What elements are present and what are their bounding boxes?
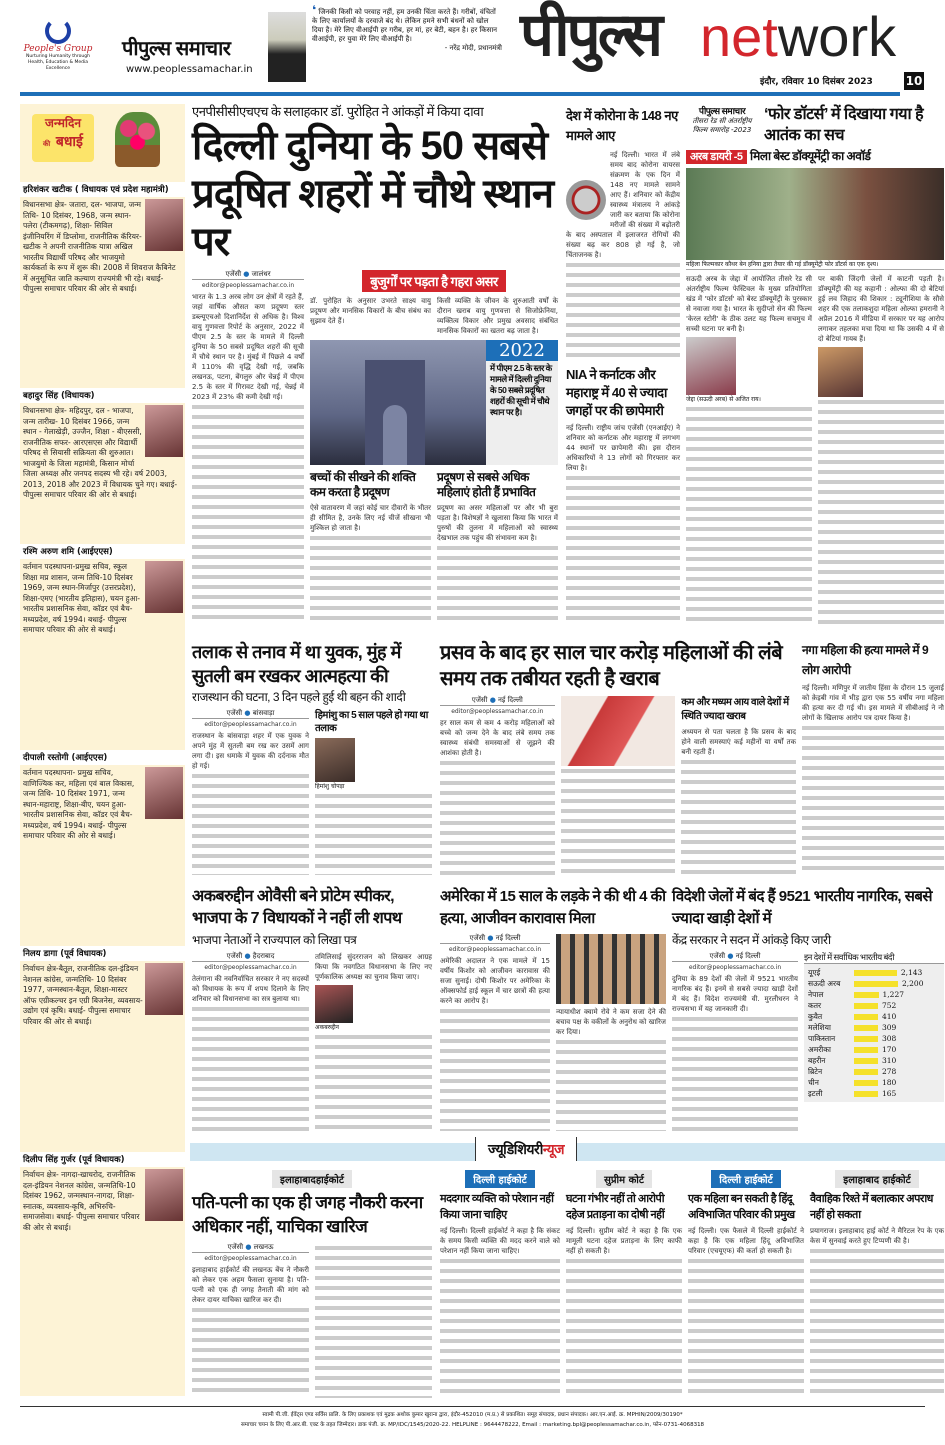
birthday-entry: दीपाली रस्तोगी (आईएएस) वर्तमान पदस्थापना- प्रमुख सचिव, वाणिज्यिक कर, महिला एवं बाल विकास, जन्म तिथि- 10 दिसंबर 1971, जन्म स्थान-महाराष्ट्र, शिक्षा-बीए, चयन हुआ-भारतीय प्रशासनिक सेवा, कॉडर एवं बैच- मध्यप्रदेश, वर्ष 1994। बधाई- पीपुल्स समाचार परिवार की ओर से बधाई।: [20, 750, 185, 940]
himanshu-photo: [315, 738, 355, 782]
bar: [854, 992, 879, 998]
judiciary-story: इलाहाबाद हाईकोर्ट वैवाहिक रिश्ते में बलात्कार अपराध नहीं हो सकता प्रयागराज। इलाहाबाद हाई कोर्ट ने मैरिटल रेप के एक केस में सुनवाई करते हुए टिप्पणी की है।: [810, 1168, 944, 1398]
chart-row: [808, 1033, 940, 1044]
bar: [854, 1069, 878, 1075]
value-label: 1,227: [882, 990, 905, 999]
virus-icon: [566, 180, 606, 220]
lead-body-col2: डॉ. पुरोहित के अनुसार उभरते साक्ष्य वायु प्रदूषण और मानसिक विकारों के बीच संबंध का सुझाव देते हैं।: [310, 297, 431, 325]
film-subhead-row: अरब डायरी -5 मिला बेस्ट डॉक्यूमेंट्री का अवॉर्ड: [686, 149, 944, 165]
chart-row: [808, 1022, 940, 1033]
lead-stat-box: 2022 में पीएम 2.5 के स्तर के मामले में दिल्ली दुनिया के 50 सबसे प्रदूषित शहरों की सूची में चौथे स्थान पर है।: [486, 340, 558, 465]
person-photo: [145, 1169, 183, 1221]
chart-row: [808, 1011, 940, 1022]
flower-basket-icon: [115, 112, 160, 167]
america-story: अमेरिका में 15 साल के लड़के ने की थी 4 की हत्या, आजीवन कारावास मिला एजेंसी ● नई दिल्ली editor@peoplessamachar.co.in अमेरिकी अदालत ने एक मामले में 15 वर्षीय किशोर को आजीवन कारावास की सजा सुनाई। दोषी किशोर पर अमेरिका के ऑक्सफोर्ड हाई स्कूल में चार छात्रों की हत्या करने का आरोप है। न्यायाधीश क्वामे रोवे ने कम सजा देने की बचाव पक्ष के वकीलों के अनुरोध को खारिज कर दिया।: [440, 886, 666, 1131]
chart-row: [808, 989, 940, 1000]
birthday-entry: दिलीप सिंह गुर्जर (पूर्व विधायक) निर्वाचन क्षेत्र- नागदा-खाचरोद, राजनीतिक दल-इंडियन नेशनल कांग्रेस, जन्मतिथि-10 दिसंबर 1962, जन्मस्थान-नागदा, शिक्षा-स्नातक, व्यवसाय-कृषि, अभिरुचि- समाजसेवा। बधाई- पीपुल्स समाचार परिवार की ओर से बधाई।: [20, 1152, 185, 1236]
jail-bars-photo: [556, 934, 666, 1004]
category-label: चीन: [808, 1077, 819, 1087]
ajit-rai-photo: [686, 337, 736, 395]
naga-story: नगा महिला की हत्या मामले में 9 लोग आरोपी नई दिल्ली। मणिपुर में जातीय हिंसा के दौरान 15 जुलाई को के़इबी गांव में भीड़ द्वारा एक 55 वर्षीय नगा महिला की हत्या कर दी गई थी। इस मामले में सीबीआई ने नौ लोगों के खिलाफ आरोप पत्र दायर किया है।: [802, 640, 944, 875]
owaisi-photo: [315, 985, 353, 1023]
category-label: कुवैत: [808, 1011, 823, 1021]
chart-row: [808, 1088, 940, 1099]
network-title-latin: network: [700, 5, 897, 68]
chart-row: [808, 1000, 940, 1011]
category-label: सऊदी अरब: [808, 978, 841, 988]
value-label: 165: [882, 1089, 897, 1098]
value-label: 309: [882, 1023, 897, 1032]
lead-body-col3: किसी व्यक्ति के जीवन के शुरुआती वर्षों के दौरान खराब वायु गुणवत्ता से सिजोफ्रेनिया, व्यक्तित्व विकार और प्रमुख अवसाद संबंधित मानसिक विकारों का खतरा बढ़ जाता है।: [437, 297, 558, 335]
birthday-sidebar: [20, 104, 185, 1396]
chart-row: [808, 1055, 940, 1066]
birthday-entry: हरिशंकर खटीक ( विधायक एवं प्रदेश महामंत्री) विधानसभा क्षेत्र- जतारा, दल- भाजपा, जन्म तिथि- 10 दिसंबर, 1968, जन्म स्थान- पलेरा (टीकमगढ़), शिक्षा- सिविल इंजीनियरिंग में डिप्लोमा, राजनीतिक कॅरियर- खटीक ने अपनी राजनीतिक यात्रा अखिल भारतीय विद्यार्थी परिषद और भाजयुमो कार्यकर्ता के रूप में शुरू की। 2008 में शिवराज कैबिनेट में अनुसूचित जाति कल्याण राज्यमंत्री भी रहे। बधाई- पीपुल्स समाचार परिवार की ओर से बधाई।: [20, 182, 185, 382]
india-gate-photo: [310, 340, 486, 465]
bar: [854, 1036, 878, 1042]
person-photo: [145, 405, 183, 457]
category-label: नेपाल: [808, 989, 824, 999]
film-story: [686, 104, 944, 624]
category-label: यूएई: [808, 967, 821, 977]
bar: [854, 1003, 878, 1009]
series-label: अरब डायरी -5: [686, 150, 747, 164]
birthday-banner: जन्मदिन की बधाई: [20, 104, 185, 176]
category-label: पाकिस्तान: [808, 1033, 836, 1043]
person-photo: [145, 561, 183, 613]
bar: [854, 1014, 878, 1020]
category-label: अमरीका: [808, 1044, 831, 1054]
sub-story-women: प्रदूषण से सबसे अधिक महिलाएं होती हैं प्रभावित प्रदूषण का असर महिलाओं पर और भी बुरा पड़ता है। विशेषज्ञों ने खुलासा किया कि भारत में पुरुषों की तुलना में महिलाओं को स्वास्थ्य देखभाल तक पहुंच की संभावना कम है।: [437, 470, 558, 624]
birthday-entry: रश्मि अरुण शमि (आईएएस) वर्तमान पदस्थापना-प्रमुख सचिव, स्कूल शिक्षा मप्र शासन, जन्म तिथि-10 दिसंबर 1969, जन्म स्थान-मिर्जापुर (उत्तरप्रदेश), शिक्षा-एमए (भारतीय इतिहास), चयन हुआ-भारतीय प्रशासनिक सेवा, कॉडर एवं बैच-मध्यप्रदेश, वर्ष 1994। बधाई- पीपुल्स समाचार परिवार की ओर से बधाई।: [20, 544, 185, 744]
pregnant-woman-photo: [561, 696, 676, 766]
value-label: 2,143: [900, 968, 923, 977]
lead-kicker: एनपीसीसीएचएच के सलाहकार डॉ. पुरोहित ने आंकड़ों में किया दावा: [192, 104, 484, 119]
category-label: ब्रिटेन: [808, 1066, 823, 1076]
bar: [854, 1025, 878, 1031]
prisoners-chart: [804, 952, 944, 1131]
film-caption: महिला फिल्मकार कौथर बेन हनिया द्वारा तैयार की गई डॉक्यूमेंट्री फोर डॉटर्स का एक दृश्य।: [686, 260, 944, 270]
pm-quote: ❛ जिनकी किसी को परवाह नहीं, हम उनकी चिंता करते हैं। गरीबों, वंचितों के लिए कार्यालयों के दरवाजे बंद थे। लेकिन हमने सभी बंधनों को खोल दिया है। मेरे लिए वीआईपी हर गरीब, हर मां, हर बेटी, बहन है। हर किसान वीआईपी, हर युवा मेरे लिए वीआईपी है। - नरेंद्र मोदी, प्रधानमंत्री: [312, 3, 502, 52]
lead-headline: दिल्ली दुनिया के 50 सबसे प्रदूषित शहरों में चौथे स्थान पर: [192, 124, 554, 264]
bar: [854, 1091, 878, 1097]
chart-row: [808, 1066, 940, 1077]
chart-row: [808, 1077, 940, 1088]
lead-byline: एजेंसी ● जालंधर: [225, 270, 271, 278]
value-label: 278: [882, 1067, 897, 1076]
value-label: 410: [882, 1012, 897, 1021]
prasav-story: प्रसव के बाद हर साल चार करोड़ महिलाओं की लंबे समय तक तबीयत रहती है खराब एजेंसी ● नई दिल्ली editor@peoplessamachar.co.in हर साल कम से कम 4 करोड़ महिलाओं को बच्चे को जन्म देने के बाद लंबे समय तक स्वास्थ्य संबंधी समस्याओं से जूझने की आशंका होती है। कम और मध्यम आय वाले देशों में स्थिति ज्यादा खराब अध्ययन से पता चलता है कि प्रसव के बाद होने वाली समस्याएं कई महीनों या वर्षों तक बनी रहती हैं।: [440, 640, 796, 875]
category-label: इटली: [808, 1088, 823, 1098]
judiciary-band: ज्यूडिशियरीन्यूज: [190, 1143, 945, 1161]
judiciary-story: दिल्ली हाईकोर्ट मददगार व्यक्ति को परेशान नहीं किया जाना चाहिए नई दिल्ली। दिल्ली हाईकोर्ट ने कहा है कि संकट के समय किसी व्यक्ति की मदद करने वाले को परेशान नहीं किया जाना चाहिए।: [440, 1168, 560, 1398]
judiciary-story: इलाहाबादहाईकोर्ट पति-पत्नी का एक ही जगह नौकरी करना अधिकार नहीं, याचिका खारिज एजेंसी ● लखनऊ editor@peoplessamachar.co.in इलाहाबाद हाईकोर्ट की लखनऊ बेंच ने नौकरी को लेकर एक अहम फैसला सुनाया है। पति-पत्नी को एक ही जगह तैनाती की मांग को लेकर दायर याचिका खारिज कर दी।: [192, 1168, 432, 1398]
category-label: मलेशिया: [808, 1022, 831, 1032]
chart-row: [808, 978, 940, 989]
chart-body: [804, 964, 944, 1102]
bar: [854, 1080, 878, 1086]
modi-photo: [268, 12, 306, 82]
quote-mark-icon: ❛: [312, 3, 317, 17]
bar: [854, 1047, 878, 1053]
person-photo: [145, 963, 183, 1015]
owaisi-story: अकबरुद्दीन ओवैसी बने प्रोटेम स्पीकर, भाजपा के 7 विधायकों ने नहीं ली शपथ भाजपा नेताओं ने राज्यपाल को लिखा पत्र एजेंसी ● हैदराबाद editor@peoplessamachar.co.in तेलंगाना की नवनिर्वाचित सरकार ने नए सदस्यों को विधायक के रूप में शपथ दिलाने के लिए शनिवार को विधानसभा का सत्र बुलाया था। तमिलिसाई सुंदरराजन को लिखकर आग्रह किया कि नवगठित विधानसभा के लिए नए पूर्णकालिक अध्यक्ष का चुनाव किया जाए। अकबरुद्दीन: [192, 886, 432, 1131]
value-label: 170: [882, 1045, 897, 1054]
category-label: कतर: [808, 1000, 822, 1010]
value-label: 310: [882, 1056, 897, 1065]
talak-story: तलाक से तनाव में था युवक, मुंह में सुतली बम रखकर आत्महत्या की राजस्थान की घटना, 3 दिन पहले हुई थी बहन की शादी एजेंसी ● बांसवाड़ा editor@peoplessamachar.co.in राजस्थान के बांसवाड़ा शहर में एक युवक ने अपने मुंह में सुतली बम रख कर उसमें आग लगा दी। इस धमाके में युवक की दर्दनाक मौत हो गई। हिमांशु का 5 साल पहले हो गया था तलाक हिमांशु चोपड़ा: [192, 640, 432, 875]
chart-row: [808, 1044, 940, 1055]
lead-subhead: बुजुर्गों पर पड़ता है गहरा असर: [362, 270, 505, 292]
bar: [854, 981, 898, 987]
film-body-col1: सऊदी अरब के जेद्दा में आयोजित तीसरे रेड सी अंतर्राष्ट्रीय फिल्म फेस्टिवल के मुख्य प्रतियोगिता खंड में 'फोर डॉटर्स' को बेस्ट डॉक्यूमेंट्री के पुरस्कार से नवाजा गया है। भारत के सुदीप्तो सेन की फिल्म 'केरल स्टोरी' के ठीक उलट यह फिल्म सचमुच में सच्ची घटना पर बनी है। जेद्दा (सऊदी अरब) से अजित राय।: [686, 274, 812, 624]
value-label: 2,200: [902, 979, 924, 988]
lead-story: [192, 104, 558, 624]
person-photo: [145, 199, 183, 251]
website-link[interactable]: www.peoplessamachar.in: [126, 64, 253, 75]
page-number: 10: [905, 74, 923, 88]
network-title-hindi: पीपुल्स: [520, 1, 661, 68]
videshi-story: विदेशी जेलों में बंद हैं 9521 भारतीय नागरिक, सबसे ज्यादा खाड़ी देशों में केंद्र सरकार ने सदन में आंकड़े किए जारी एजेंसी ● नई दिल्ली editor@peoplessamachar.co.in दुनिया के 89 देशों की जेलों में 9521 भारतीय नागरिक बंद हैं। इनमें से सबसे ज्यादा खाड़ी देशों में बंद हैं। विदेश राज्यमंत्री वी. मुरलीधरन ने राज्यसभा में यह जानकारी दी। इन देशों में सर्वाधिक भारतीय बंदी यूएई 2,143 सऊदी अरब 2,200 नेपाल 1,227 कतर 752 कुवैत 410 मलेशिया 309 पाकिस्तान 308 अमरीका 170 बहरीन 310 ब्रिटेन 278 चीन 180 इटली 165: [672, 886, 944, 1131]
film-brand: पीपुल्स समाचार तीसरा रेड सी अंतर्राष्ट्रीय फिल्म समारोह -2023: [692, 106, 752, 134]
lead-body-col1: एजेंसी ● जालंधर editor@peoplessamachar.co.in भारत के 1.3 अरब लोग उन क्षेत्रों में रहते हैं, जहां वार्षिक औसत कण प्रदूषण स्तर डब्ल्यूएचओ दिशानिर्देश से अधिक है। विश्व वायु गुणवत्ता रिपोर्ट के अनुसार, 2022 में पीएम 2.5 के स्तर के मामले में दिल्ली दुनिया के 50 सबसे प्रदूषित शहरों की सूची में चौथे स्थान पर है। मुंबई में पिछले 4 वर्षों में 110% की वृद्धि देखी गई, जबकि लखनऊ, पटना, बेंगलुरु और चेन्नई में पीएम 2.5 के स्तर में गिरावट देखी गई, चेन्नई में 2023 में 23% की कमी देखी गई।: [192, 270, 304, 624]
corona-story: देश में कोरोना के 148 नए मामले आए नई दिल्ली। भारत में लंबे समय बाद कोरोना वायरस संक्रमण के एक दिन में 148 नए मामले सामने आए हैं। शनिवार को केंद्रीय स्वास्थ्य मंत्रालय ने आंकड़े जारी कर बताया कि कोरोना मरीजों की संख्या में बढ़ोतरी के बाद अस्पताल में इलाजरत रोगियों की संख्या बढ़ कर 808 हो गई है, जो चिंताजनक है।: [566, 106, 680, 358]
person-photo: [145, 767, 183, 819]
chart-title: इन देशों में सर्वाधिक भारतीय बंदी: [804, 952, 944, 964]
paper-logo: पीपुल्स समाचार: [122, 38, 231, 60]
dateline: इंदौर, रविवार 10 दिसंबर 2023: [760, 77, 873, 87]
film-headline: ‘फोर डॉटर्स’ में दिखाया गया है आतंक का सच: [764, 106, 924, 144]
judiciary-story: सुप्रीम कोर्ट घटना गंभीर नहीं तो आरोपी दहेज प्रताड़ना का दोषी नहीं नई दिल्ली। सुप्रीम कोर्ट ने कहा है कि एक मामूली घटना दहेज प्रताड़ना के लिए काफी नहीं हो सकती है।: [566, 1168, 682, 1398]
category-label: बहरीन: [808, 1055, 826, 1065]
value-label: 308: [882, 1034, 897, 1043]
birthday-entry: बहादुर सिंह (विधायक) विधानसभा क्षेत्र- महिदपुर, दल - भाजपा, जन्म तारीख- 10 दिसंबर 1966, जन्म स्थान - गेलाखेड़ी, उज्जैन, शिक्षा - बीएससी, राजनीतिक सफर- आरएसएस और विद्यार्थी परिषद से सियासी सक्रियता की शुरुआत। भाजयुमो के जिला महामंत्री, किसान मोर्चा जिला अध्यक्ष और जनपद सदस्य भी रहे। वर्ष 2003, 2013, 2018 और 2023 में विधायक चुने गए। बधाई- पीपुल्स समाचार परिवार की ओर से बधाई।: [20, 388, 185, 538]
chart-row: [808, 967, 940, 978]
film-still-photo: [686, 168, 944, 260]
woman-photo: [818, 347, 863, 397]
birthday-entry: निलय डागा (पूर्व विधायक) निर्वाचन क्षेत्र-बैतूल, राजनीतिक दल-इंडियन नेशनल कांग्रेस, जन्मतिथि- 10 दिसंबर 1977, जन्मस्थान-बैतूल, शिक्षा-मास्टर ऑफ एग्रीकल्चर इन एग्री बिजनेस, व्यवसाय-उद्योग एवं कृषि। बधाई- पीपुल्स समाचार परिवार की ओर से बधाई।: [20, 946, 185, 1146]
nia-story: NIA ने कर्नाटक और महाराष्ट्र में 40 से ज्यादा जगहों पर की छापेमारी नई दिल्ली। राष्ट्रीय जांच एजेंसी (एनआईए) ने शनिवार को कर्नाटक और महाराष्ट्र में लगभग 44 स्थानों पर छापेमारी की। इस दौरान अधिकारियों ने 13 लोगों को गिरफ्तार कर लिया है।: [566, 366, 680, 622]
judiciary-story: दिल्ली हाईकोर्ट एक महिला बन सकती है हिंदू अविभाजित परिवार की प्रमुख नई दिल्ली। एक फैसले में दिल्ली हाईकोर्ट ने कहा है कि एक महिला हिंदू अविभाजित परिवार (एचयूएफ) की कर्ता हो सकती है।: [688, 1168, 804, 1398]
bar: [854, 1058, 878, 1064]
value-label: 180: [882, 1078, 897, 1087]
value-label: 752: [882, 1001, 897, 1010]
masthead-rule: [20, 92, 900, 96]
imprint-footer: स्वामी पी.जी. ईवेंट्स एण्ड सर्विस प्रालि. के लिए प्रकाशक एवं मुद्रक अशोक कुमार खुराना द्वारा, इंदौर-452010 (म.प्र.) से प्रकाशित। समूह संपादक, प्रधान संपादक। आर.एन.आई. क्र. MPHIN/2009/30190* समाचार चयन के लिए पी.आर.बी. एक्ट के तहत जिम्मेदार। डाक पंजी. क्र. MP/IDC/1545/2020-22. HELPLINE : 9644478222, Email : marketing.bpl@peoplessamachar.co.in, फोन-0731-4068318: [20, 1406, 925, 1430]
masthead: [0, 0, 945, 100]
film-body-col2: पर बाकी जिंदगी जेलों में काटनी पड़ती है। डॉक्यूमेंट्री की यह कहानी : ओल्फा की दो बेटियां हुई लव जिहाद की शिकार : ट्यूनीशिया के सौसे शहर की एक तलाकशुदा महिला ओल्फा हमरानी ने अप्रैल 2016 में मीडिया में सरकार पर यह आरोप लगाकर तहलका मचा दिया था कि उसकी 4 में से दो बेटियां गायब हैं।: [818, 274, 944, 624]
sub-story-children: बच्चों की सीखने की शक्ति कम करता है प्रदूषण ऐसे वातावरण में जहां कोई चार दीवारों के भीतर ही सीमित है, उनके लिए नई चीजें सीखना भी मुश्किल हो जाता है।: [310, 470, 431, 624]
bar: [854, 970, 897, 976]
peoples-group-logo: People's Group Nurturing Humanity through Health, Education & Media Excellence: [18, 18, 98, 72]
